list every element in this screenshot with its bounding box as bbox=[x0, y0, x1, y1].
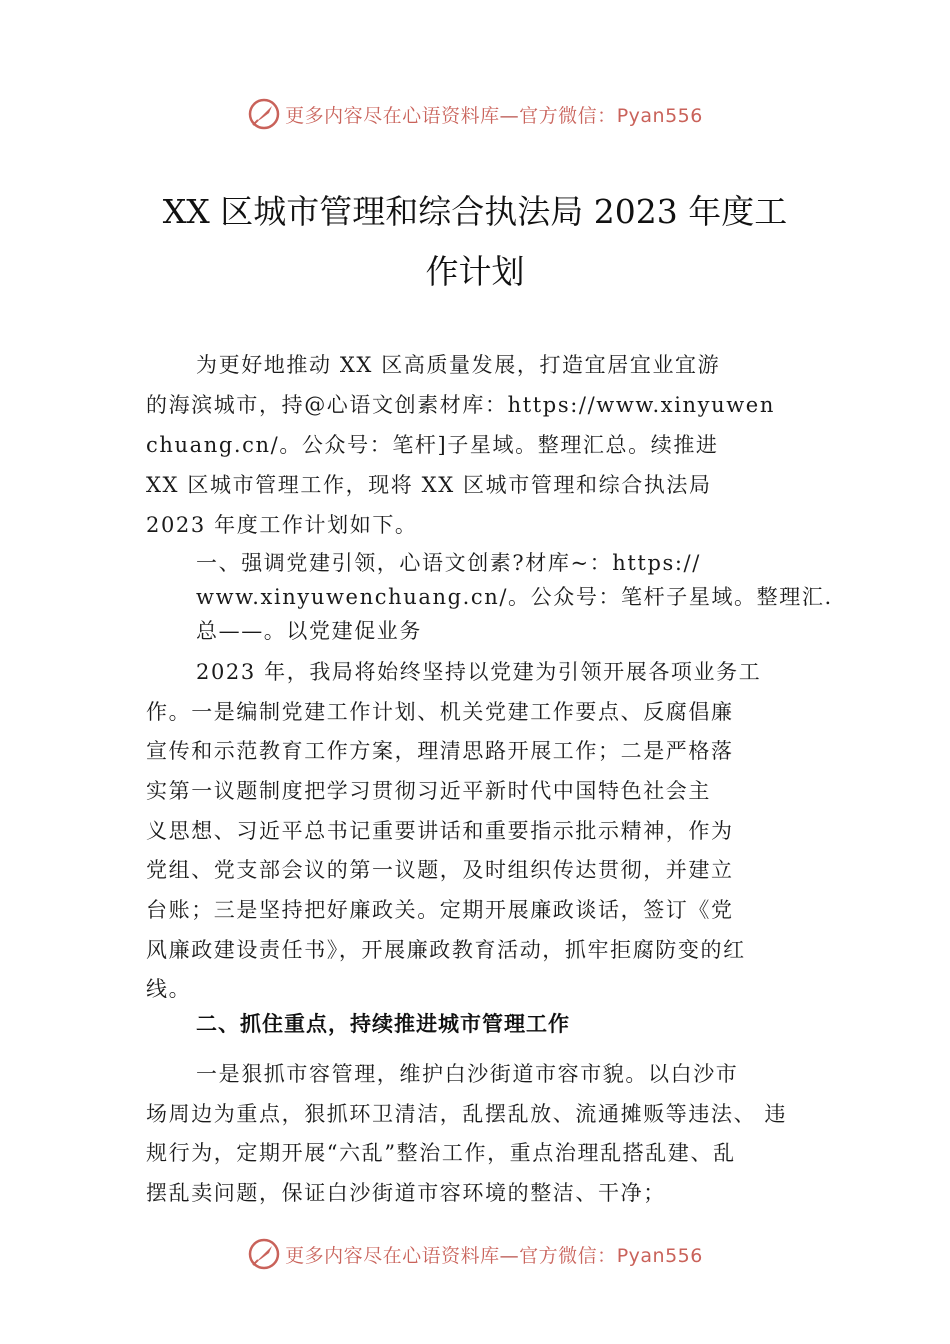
watermark-header bbox=[0, 94, 950, 134]
watermark-footer bbox=[0, 1234, 950, 1274]
section1-body-line-0: 2023 年，我局将始终坚持以党建为引领开展各项业务工 bbox=[196, 660, 762, 684]
intro-line-2: chuang.cn/。公众号：笔杆]子星域。整理汇总。续推进 bbox=[146, 433, 719, 457]
intro-line-1: 的海滨城市，持@心语文创素材库：https://www.xinyuwen bbox=[146, 393, 775, 417]
watermark-label: 官方微信： bbox=[519, 1244, 617, 1267]
section1-body-line-8: 线。 bbox=[146, 977, 192, 1001]
section2-body-line-3: 摆乱卖问题，保证白沙街道市容环境的整洁、干净； bbox=[146, 1181, 666, 1205]
watermark-separator: — bbox=[499, 104, 520, 127]
intro-line-0: 为更好地推动 XX 区高质量发展，打造宜居宜业宜游 bbox=[196, 353, 721, 377]
quill-logo-icon bbox=[247, 97, 281, 131]
section1-heading-line-0: 一、强调党建引领，心语文创素?材库~：https:// bbox=[196, 551, 701, 575]
watermark-id: Pyan556 bbox=[616, 104, 703, 127]
section1-body-line-6: 台账；三是坚持把好廉政关。定期开展廉政谈话，签订《党 bbox=[146, 898, 734, 922]
section2-heading: 二、抓住重点，持续推进城市管理工作 bbox=[196, 1012, 570, 1036]
watermark-id: Pyan556 bbox=[616, 1244, 703, 1267]
section1-body-line-5: 党组、党支部会议的第一议题，及时组织传达贯彻，并建立 bbox=[146, 858, 734, 882]
section1-body-line-1: 作。一是编制党建工作计划、机关党建工作要点、反腐倡廉 bbox=[146, 700, 734, 724]
page-title-line2: 作计划 bbox=[425, 252, 525, 291]
intro-line-3: XX 区城市管理工作，现将 XX 区城市管理和综合执法局 bbox=[146, 473, 712, 497]
quill-logo-icon bbox=[247, 1237, 281, 1271]
section1-body-line-4: 义思想、习近平总书记重要讲话和重要指示批示精神，作为 bbox=[146, 819, 734, 843]
watermark-text: 更多内容尽在心语资料库 bbox=[285, 104, 500, 127]
watermark-text: 更多内容尽在心语资料库 bbox=[285, 1244, 500, 1267]
section1-heading-line-2: 总——。以党建促业务 bbox=[196, 619, 422, 643]
section1-body-line-7: 风廉政建设责任书》，开展廉政教育活动，抓牢拒腐防变的红 bbox=[146, 938, 746, 962]
section2-body-line-1: 场周边为重点，狠抓环卫清洁，乱摆乱放、流通摊贩等违法、 违 bbox=[146, 1102, 788, 1126]
section2-body-line-2: 规行为，定期开展“六乱”整治工作，重点治理乱搭乱建、乱 bbox=[146, 1141, 736, 1165]
section1-body-line-3: 实第一议题制度把学习贯彻习近平新时代中国特色社会主 bbox=[146, 779, 711, 803]
intro-line-4: 2023 年度工作计划如下。 bbox=[146, 513, 418, 537]
page-title-line1: XX 区城市管理和综合执法局 2023 年度工 bbox=[162, 192, 788, 231]
watermark-separator: — bbox=[499, 1244, 520, 1267]
watermark-label: 官方微信： bbox=[519, 104, 617, 127]
section2-body-line-0: 一是狠抓市容管理，维护白沙街道市容市貌。以白沙市 bbox=[196, 1062, 739, 1086]
section1-body-line-2: 宣传和示范教育工作方案，理清思路开展工作；二是严格落 bbox=[146, 739, 734, 763]
section1-heading-line-1: www.xinyuwenchuang.cn/。公众号：笔杆子星域。整理汇. bbox=[196, 585, 833, 609]
